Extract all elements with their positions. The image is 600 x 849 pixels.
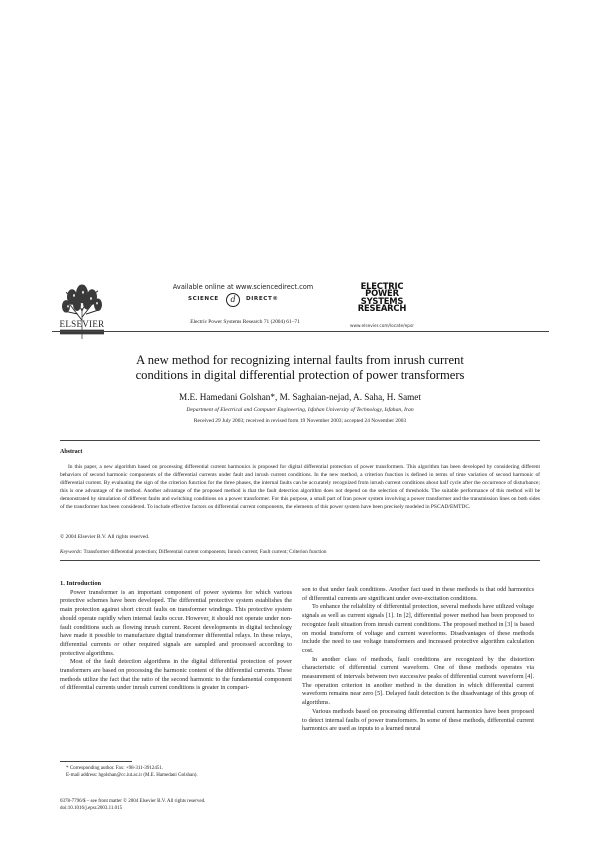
body-paragraph: Various methods based on processing differential current harmonics have been proposed to detect internal faults of power transformers. In some of these methods, differential current harmonics are used as inputs to a learned neural bbox=[302, 707, 534, 733]
sciencedirect-logo bbox=[188, 293, 298, 307]
author-affiliation: Department of Electrical and Computer Engineering, Isfahan University of Technology, Isfahan, Iran bbox=[186, 407, 414, 413]
corresponding-author: * Corresponding author. Fax: +98-311-3912451. bbox=[66, 766, 164, 771]
article-title-line2: conditions in digital differential protection of power transformers bbox=[135, 367, 465, 382]
abstract-body bbox=[60, 463, 540, 511]
available-online-line[interactable]: Available online at www.sciencedirect.com bbox=[172, 283, 314, 291]
issn-doi-block bbox=[60, 798, 320, 813]
sciencedirect-left: SCIENCE bbox=[188, 296, 219, 302]
sciencedirect-mark-icon: d bbox=[226, 293, 240, 307]
section-heading: 1. Introduction bbox=[60, 580, 102, 587]
body-paragraph: Power transformer is an important component of power systems for which various protective schemes have been developed. The differential protective system establishes the main protection against short circuit faults on transformer windings. This protective system should operate rapidly when internal faults occur. However, it should not operate under non-fault conditions such as flowing inrush current. Recent developments in digital technology have made it possible to manufacture digital transformer differential relays. In these relays, differential currents or other required signals are sampled and processed according to protective algorithms. bbox=[60, 588, 292, 657]
body-paragraph: Most of the fault detection algorithms in the digital differential protection of power transformers are based on processing the harmonic content of the differential currents. These methods utilize the fact that the ratio of the second harmonic to the fundamental component of differential currents under inrush current conditions is greater in compari- bbox=[60, 658, 292, 692]
body-paragraph: To enhance the reliability of differential protection, several methods have utilized voltage signals as well as current signals [1]. In [2], differential power method has been proposed to recognize fault situation from inrush current conditions. The proposed method in [3] is based on modal transform of voltage and current waveforms. Disadvantages of these methods include the need to use voltage transformers and increased protective algorithm calculation cost. bbox=[302, 603, 534, 654]
body-column-left bbox=[60, 580, 292, 693]
issn-line: 0378-7796/$ – see front matter © 2004 Elsevier B.V. All rights reserved. bbox=[60, 799, 206, 804]
abstract-text: In this paper, a new algorithm based on processing differential current harmonics is proposed for digital differential protection of power transformers. This algorithm has been developed by considering different behaviors of second harmonic components of the differential currents under fault and inrush current conditions. In the new method, a criterion function is defined in terms of time variation of second harmonic of differential current. By evaluating the sign of the criterion function for the three phases, the internal faults can be accurately recognized from inrush current conditions about half cycle after the occurrence of disturbance; this is one advantage of the method. Another advantage of the proposed method is that the fault detection algorithm does not depend on the selection of thresholds. The suitable performance of this method will be demonstrated by simulation of different faults and switching conditions on a power transformer. For this purpose, a small part of Iran power system involving a power transformer and the transmission lines on both sides of the transformer has been considered. To include effective factors on differential current components, the elements of this power system have been precisely modeled in PSCAD/EMTDC. bbox=[60, 464, 540, 511]
body-paragraph: son to that under fault conditions. Another fact used in these methods is that odd harmonics of differential currents are significant under over-excitation conditions. bbox=[302, 586, 534, 602]
body-column-right bbox=[302, 586, 534, 734]
doi-line[interactable]: doi:10.1016/j.epsr.2003.11.015 bbox=[60, 806, 123, 812]
abstract-heading: Abstract bbox=[60, 449, 83, 455]
author-email[interactable]: E-mail address: hgolshan@cc.iut.ac.ir (M.E. Hamedani Golshan). bbox=[66, 773, 198, 779]
header-divider bbox=[52, 331, 549, 332]
keywords-line bbox=[60, 549, 540, 555]
journal-cover-logo bbox=[356, 283, 408, 323]
article-title bbox=[60, 353, 540, 382]
publisher-name: ELSEVIER bbox=[59, 319, 105, 329]
keywords-label: Keywords: bbox=[60, 549, 83, 555]
article-authors: M.E. Hamedani Golshan*, M. Saghaian-nejad, A. Saha, H. Samet bbox=[179, 392, 421, 402]
abstract-copyright: © 2004 Elsevier B.V. All rights reserved. bbox=[60, 534, 150, 540]
journal-cover-title: ELECTRIC POWER SYSTEMS RESEARCH bbox=[357, 281, 407, 314]
body-paragraph: In another class of methods, fault conditions are recognized by the distortion characteristic of differential current waveform. One of these methods operates via measurement of intervals between two successive peaks of differential current waveform [4]. The operation criterion in another method is the duration in which differential current waveform remains near zero [5]. Delayed fault detection is the disadvantage of this group of algorithms. bbox=[302, 655, 534, 707]
keywords-list: Transformer differential protection; Differential current components; Inrush current; Fault current; Criterion function bbox=[83, 549, 327, 555]
article-title-line1: A new method for recognizing internal faults from inrush current bbox=[136, 353, 464, 367]
footnote bbox=[60, 765, 300, 780]
received-dates: Received 29 July 2003; received in revised form 19 November 2003; accepted 24 November 2003 bbox=[193, 418, 407, 424]
journal-reference: Electric Power Systems Research 71 (2004) 61–71 bbox=[190, 319, 300, 325]
abstract-top-divider bbox=[60, 440, 540, 441]
journal-website[interactable]: www.elsevier.com/locate/epsr bbox=[350, 324, 414, 329]
footnote-divider bbox=[60, 761, 132, 762]
sciencedirect-right: DIRECT® bbox=[246, 296, 279, 302]
abstract-bottom-divider bbox=[60, 560, 540, 561]
